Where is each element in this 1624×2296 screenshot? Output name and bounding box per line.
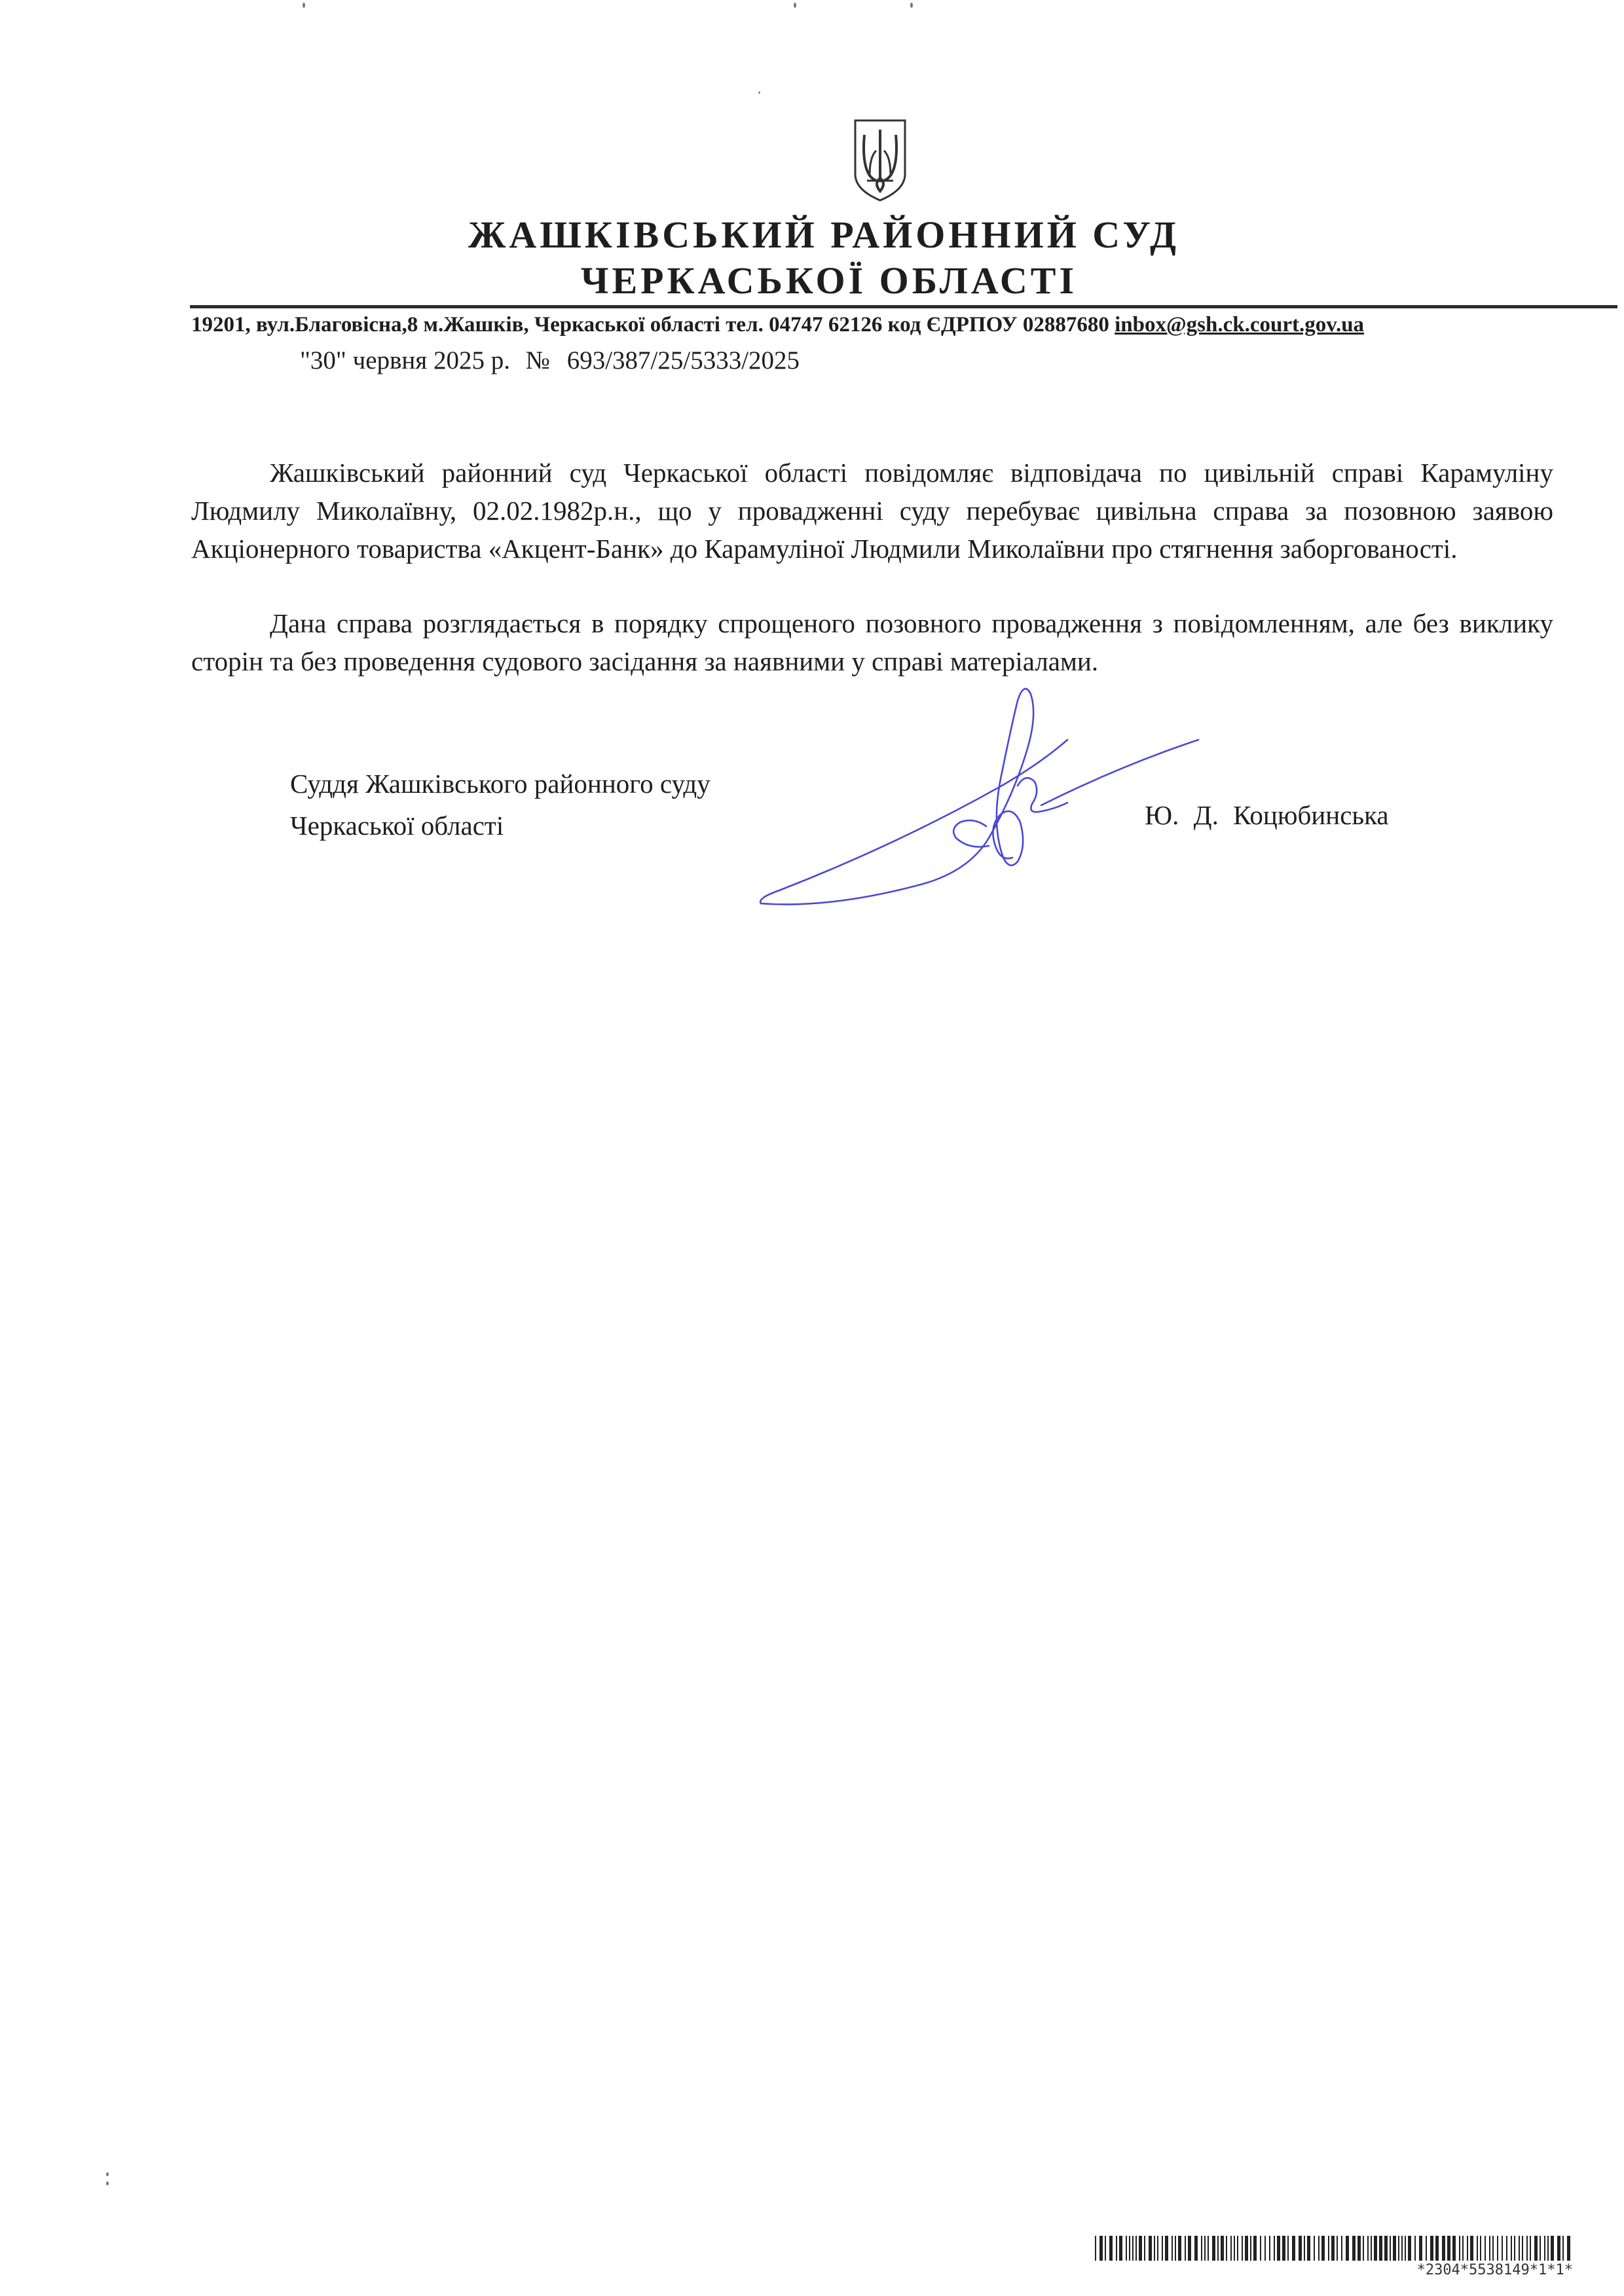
barcode-bar xyxy=(1530,2236,1531,2261)
barcode-bar xyxy=(1144,2236,1145,2261)
barcode-bar xyxy=(1371,2236,1372,2261)
barcode-bar xyxy=(1314,2236,1315,2261)
barcode-bar xyxy=(1352,2236,1356,2261)
barcode-bar xyxy=(1328,2236,1329,2261)
barcode-bar xyxy=(1547,2236,1549,2261)
barcode-bar xyxy=(1230,2236,1232,2261)
barcode-bar xyxy=(1185,2236,1186,2261)
barcode-bar xyxy=(1126,2236,1127,2261)
barcode-bar xyxy=(1109,2236,1113,2261)
barcode-bar xyxy=(1105,2236,1106,2261)
barcode-bar xyxy=(1540,2236,1541,2261)
barcode-bar xyxy=(1154,2236,1155,2261)
barcode-bar xyxy=(1467,2236,1468,2261)
barcode-bar xyxy=(1430,2236,1433,2261)
barcode-bar xyxy=(1363,2236,1364,2261)
barcode-bar xyxy=(1567,2236,1570,2261)
barcode-bar xyxy=(1489,2236,1490,2261)
court-name-line1: ЖАШКІВСЬКИЙ РАЙОННИЙ СУД xyxy=(468,213,1180,256)
scan-speck xyxy=(106,2172,109,2176)
barcode-bar xyxy=(1139,2236,1142,2261)
barcode-bar xyxy=(1341,2236,1342,2261)
barcode-bar xyxy=(1470,2236,1473,2261)
barcode-bar xyxy=(1194,2236,1198,2261)
barcode-bar xyxy=(1544,2236,1545,2261)
barcode-bar xyxy=(1119,2236,1122,2261)
barcode-bar xyxy=(1506,2236,1507,2261)
header-divider xyxy=(190,305,1617,308)
barcode-bar xyxy=(1562,2236,1564,2261)
barcode-text: *2304*5538149*1*1* xyxy=(1416,2262,1573,2278)
barcode-bar xyxy=(1204,2236,1206,2261)
barcode-bar xyxy=(1201,2236,1202,2261)
barcode-bar xyxy=(1165,2236,1168,2261)
barcode-bar xyxy=(1307,2236,1310,2261)
barcode-bar xyxy=(1178,2236,1181,2261)
reference-line xyxy=(300,346,800,375)
barcode-bar xyxy=(1331,2236,1335,2261)
number-sign: № xyxy=(525,346,550,374)
barcode-bar xyxy=(1367,2236,1369,2261)
barcode-bar xyxy=(1277,2236,1280,2261)
barcode-bar xyxy=(1318,2236,1320,2261)
tryzub-icon xyxy=(850,118,910,203)
barcode-bar xyxy=(1095,2236,1096,2261)
barcode-bar xyxy=(1502,2236,1503,2261)
barcode-bar xyxy=(1129,2236,1130,2261)
barcode-bar xyxy=(1274,2236,1275,2261)
scan-speck xyxy=(910,3,913,8)
paragraph-text: Дана справа розглядається в порядку спрощеного позовного провадження з повідомленням, але без виклику сторін та без проведення судового засідання за наявними у справі матеріалами. xyxy=(191,608,1553,676)
barcode-bar xyxy=(1414,2236,1416,2261)
barcode-bar xyxy=(1522,2236,1523,2261)
barcode-bar xyxy=(1208,2236,1209,2261)
barcode-bar xyxy=(1519,2236,1520,2261)
barcode-bar xyxy=(1304,2236,1305,2261)
barcode-bar xyxy=(1393,2236,1396,2261)
barcode-bar xyxy=(1188,2236,1191,2261)
barcode-bar xyxy=(1116,2236,1117,2261)
barcode-bar xyxy=(1534,2236,1538,2261)
barcode-bar xyxy=(1250,2236,1251,2261)
judge-name: Ю. Д. Коцюбинська xyxy=(1145,800,1389,830)
scan-speck xyxy=(758,92,760,94)
barcode-bar xyxy=(1175,2236,1176,2261)
barcode-bar xyxy=(1401,2236,1403,2261)
barcode-bar xyxy=(1408,2236,1411,2261)
barcode-bar xyxy=(1426,2236,1427,2261)
barcode-bar xyxy=(1292,2236,1295,2261)
barcode-bar xyxy=(1221,2236,1224,2261)
barcode-bar xyxy=(1480,2236,1481,2261)
barcode-bar xyxy=(1260,2236,1261,2261)
barcode-bar xyxy=(1398,2236,1399,2261)
barcode-bar xyxy=(1419,2236,1422,2261)
barcode-bar xyxy=(1253,2236,1257,2261)
barcode-bar xyxy=(1149,2236,1152,2261)
barcode-bar xyxy=(1379,2236,1382,2261)
barcode-bar xyxy=(1357,2236,1361,2261)
court-name-line2: ЧЕРКАСЬКОЇ ОБЛАСТІ xyxy=(580,259,1078,302)
barcode-bar xyxy=(1485,2236,1486,2261)
scan-speck xyxy=(794,3,796,8)
barcode-bar xyxy=(1269,2236,1270,2261)
barcode-bar xyxy=(1099,2236,1103,2261)
barcode-bar xyxy=(1492,2236,1494,2261)
barcode-bar xyxy=(1435,2236,1439,2261)
barcode-bar xyxy=(1157,2236,1158,2261)
scan-speck xyxy=(303,3,305,8)
barcode-bar xyxy=(1497,2236,1498,2261)
barcode-bar xyxy=(1212,2236,1215,2261)
letter-date: "30" червня 2025 р. xyxy=(300,346,510,374)
barcode-bar xyxy=(1459,2236,1460,2261)
handwritten-signature xyxy=(753,674,1211,910)
barcode-bar xyxy=(1217,2236,1219,2261)
barcode-bar xyxy=(1321,2236,1325,2261)
barcode-bar xyxy=(1346,2236,1349,2261)
scan-speck xyxy=(106,2181,109,2185)
barcode-bar xyxy=(1405,2236,1406,2261)
barcode-bar xyxy=(1452,2236,1456,2261)
barcode-bar xyxy=(1384,2236,1388,2261)
body-paragraph-1 xyxy=(191,454,1553,568)
signatory-position xyxy=(290,763,710,847)
position-line2: Черкаської області xyxy=(290,811,504,841)
barcode xyxy=(1095,2236,1573,2261)
barcode-bar xyxy=(1234,2236,1235,2261)
barcode-bar xyxy=(1162,2236,1163,2261)
barcode-bar xyxy=(1299,2236,1302,2261)
barcode-bar xyxy=(1447,2236,1450,2261)
barcode-bar xyxy=(1242,2236,1243,2261)
barcode-bar xyxy=(1462,2236,1464,2261)
barcode-bar xyxy=(1551,2236,1554,2261)
barcode-bar xyxy=(1135,2236,1137,2261)
barcode-bar xyxy=(1287,2236,1289,2261)
barcode-bar xyxy=(1477,2236,1478,2261)
signature-strokes xyxy=(760,689,1198,904)
barcode-bar xyxy=(1442,2236,1445,2261)
barcode-bar xyxy=(1557,2236,1560,2261)
barcode-bar xyxy=(1226,2236,1227,2261)
barcode-bar xyxy=(1172,2236,1173,2261)
barcode-bar xyxy=(1337,2236,1338,2261)
barcode-bar xyxy=(1511,2236,1512,2261)
address-text: 19201, вул.Благовісна,8 м.Жашків, Черкаської області тел. 04747 62126 код ЄДРПОУ 02887680 xyxy=(191,313,1109,337)
barcode-bar xyxy=(1245,2236,1248,2261)
paragraph-text: Жашківський районний суд Черкаської області повідомляє відповідача по цивільній справі Карамуліну Людмилу Миколаївну, 02.02.1982р.н., що у провадженні суду перебуває цивільна справа за позовною заявою Акціонерного товариства «Акцент-Банк» до Карамуліної Людмили Миколаївни про стягнення заборгованості. xyxy=(191,458,1553,564)
court-email: inbox@gsh.ck.court.gov.ua xyxy=(1115,313,1365,337)
barcode-bar xyxy=(1132,2236,1134,2261)
position-line1: Суддя Жашківського районного суду xyxy=(290,769,710,799)
barcode-bar xyxy=(1390,2236,1391,2261)
body-paragraph-2 xyxy=(191,604,1553,680)
outgoing-number: 693/387/25/5333/2025 xyxy=(566,346,800,374)
barcode-bar xyxy=(1282,2236,1285,2261)
barcode-bar xyxy=(1514,2236,1515,2261)
barcode-bar xyxy=(1264,2236,1266,2261)
barcode-bar xyxy=(1237,2236,1238,2261)
court-address xyxy=(191,313,1364,337)
barcode-bar xyxy=(1374,2236,1377,2261)
barcode-bar xyxy=(1526,2236,1528,2261)
